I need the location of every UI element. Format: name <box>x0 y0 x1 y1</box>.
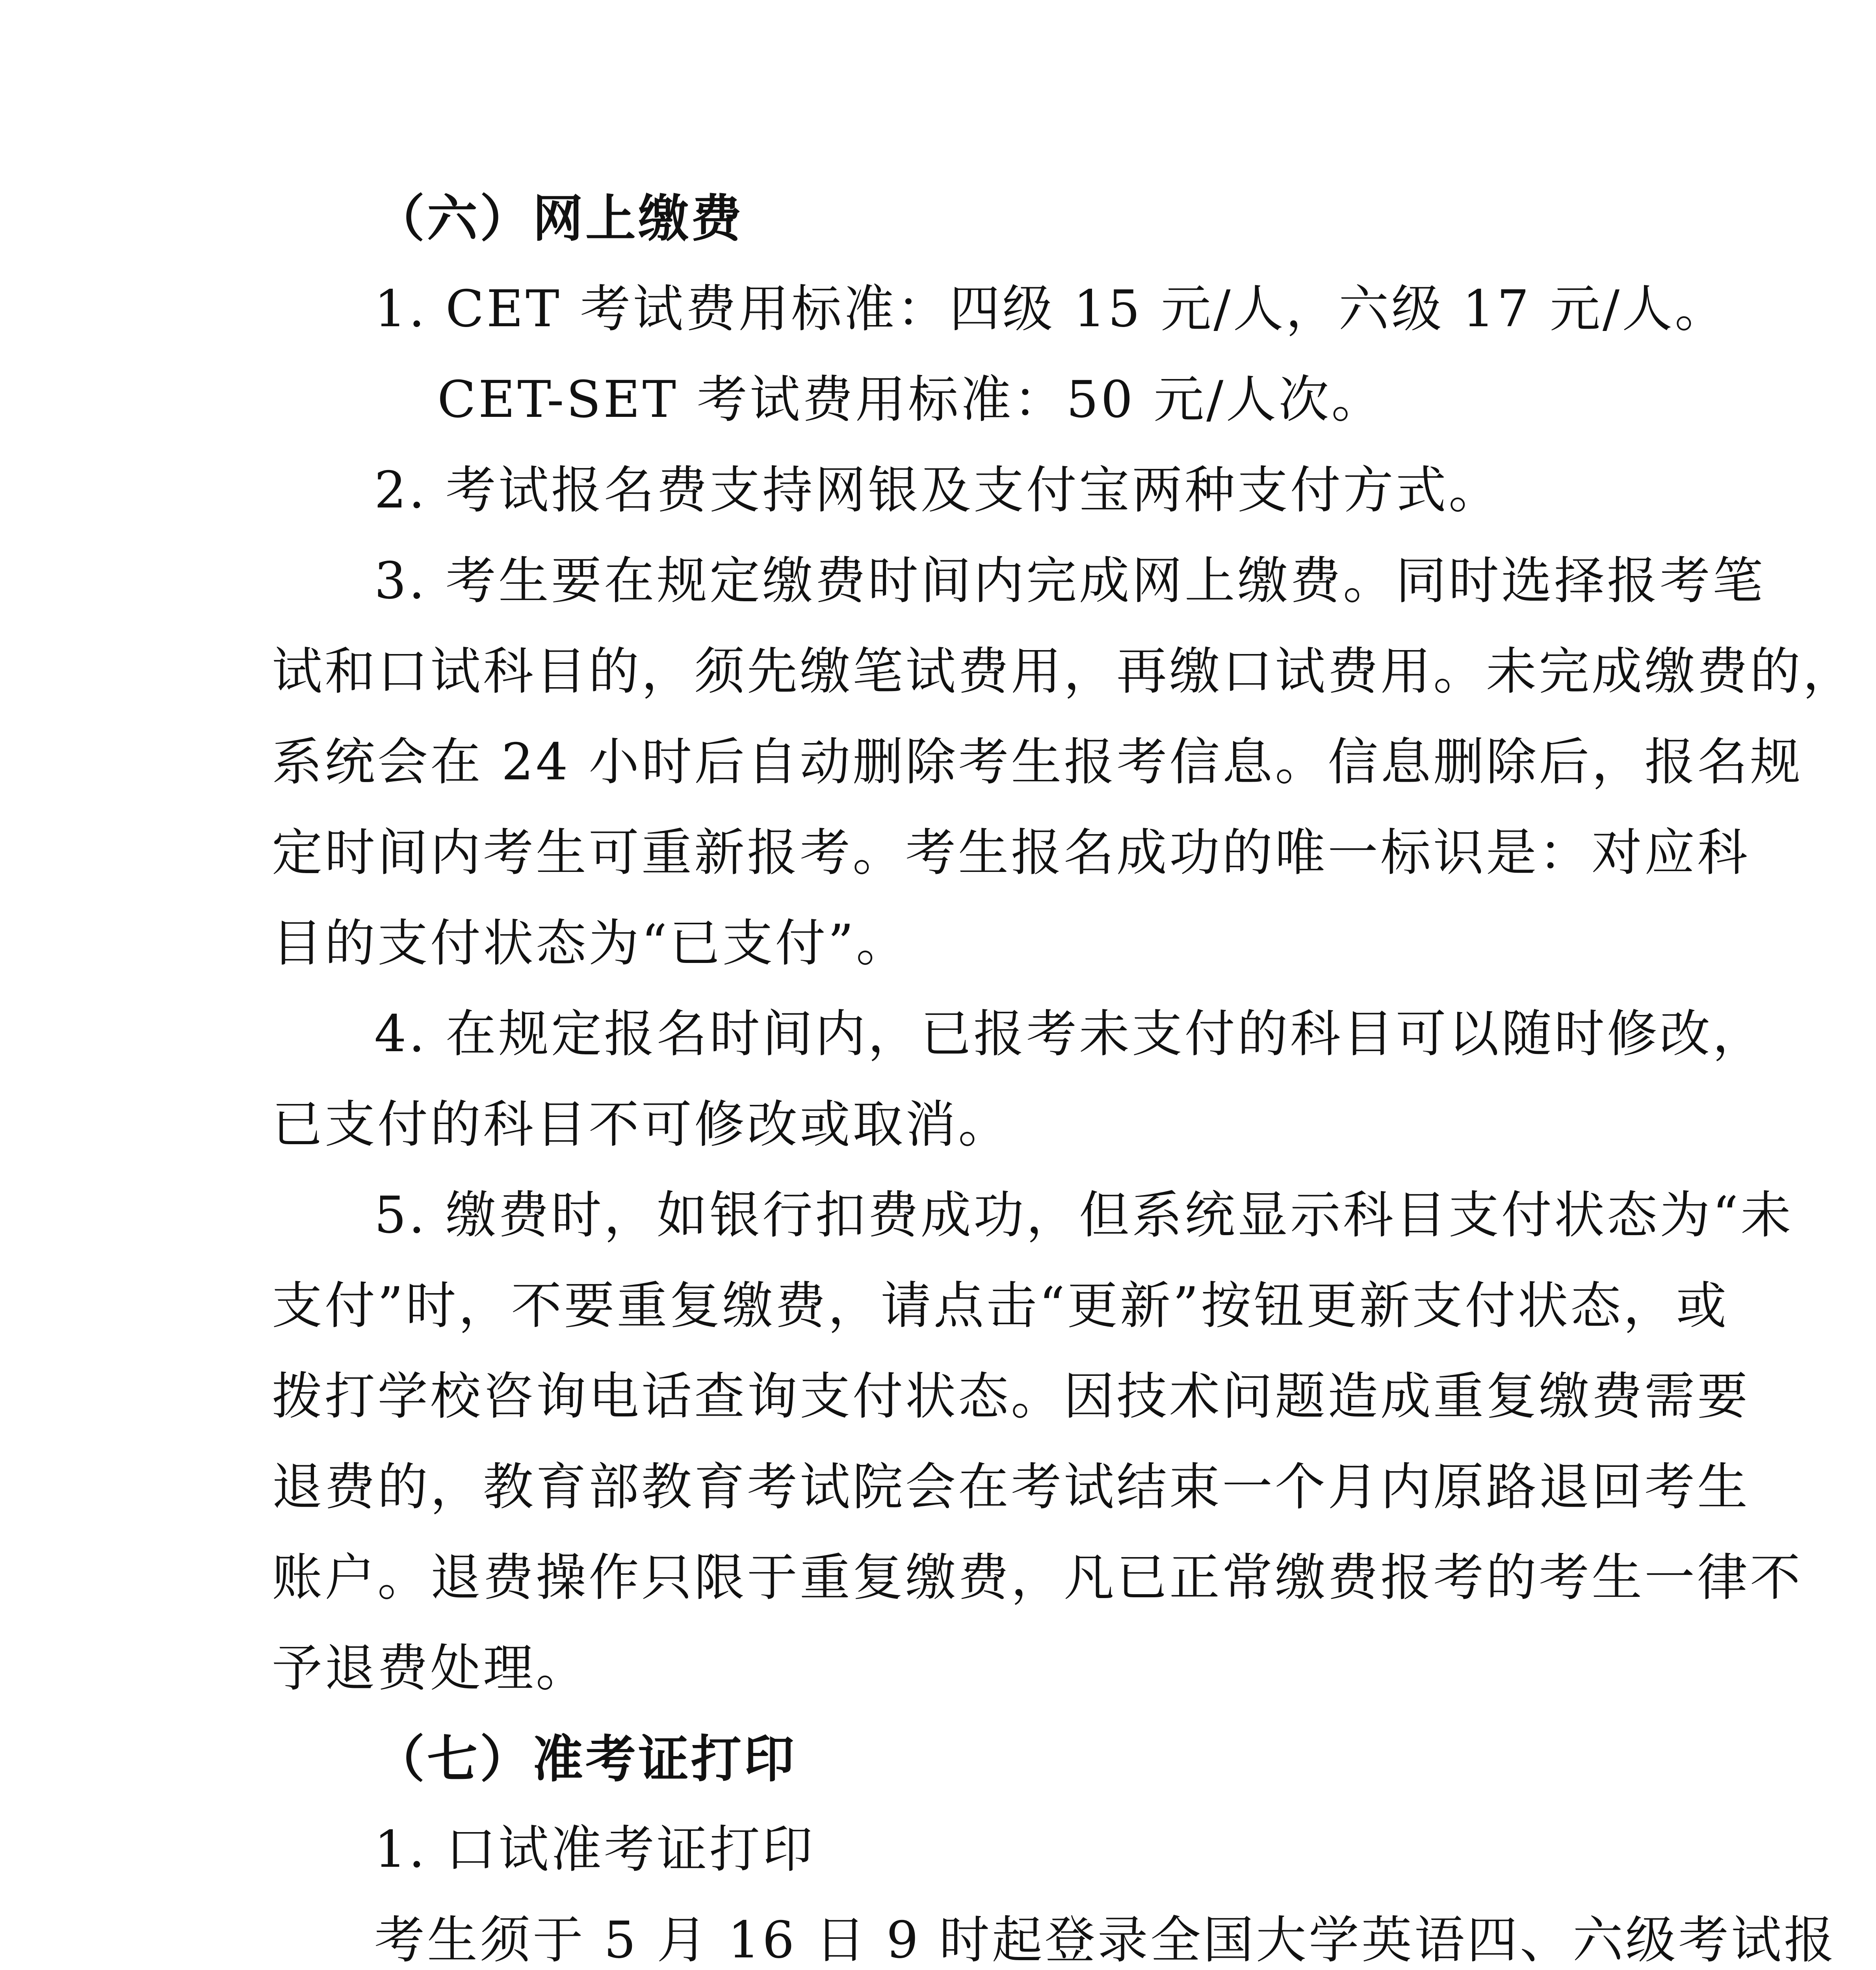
paragraph-line: 予退费处理。 <box>272 1639 589 1698</box>
paragraph-line: 退费的，教育部教育考试院会在考试结束一个月内原路退回考生 <box>272 1458 1750 1517</box>
paragraph-line: 已支付的科目不可修改或取消。 <box>272 1095 1011 1154</box>
paragraph-line: 3. 考生要在规定缴费时间内完成网上缴费。同时选择报考笔 <box>374 552 1765 610</box>
paragraph-line: 账户。退费操作只限于重复缴费，凡已正常缴费报考的考生一律不 <box>272 1548 1803 1607</box>
paragraph-line: 考生须于 5 月 16 日 9 时起登录全国大学英语四、六级考试报 <box>374 1911 1837 1970</box>
section-heading-admission-ticket: （七）准考证打印 <box>374 1730 797 1789</box>
paragraph-line: 1. 口试准考证打印 <box>374 1820 815 1879</box>
paragraph-line: 1. CET 考试费用标准：四级 15 元/人，六级 17 元/人。 <box>374 280 1728 338</box>
paragraph-line: 试和口试科目的，须先缴笔试费用，再缴口试费用。未完成缴费的， <box>272 642 1856 701</box>
paragraph-line: 2. 考试报名费支持网银及支付宝两种支付方式。 <box>374 461 1501 520</box>
document-body <box>272 173 1856 1970</box>
section-heading-online-payment: （六）网上缴费 <box>374 189 744 248</box>
paragraph-line: 支付”时，不要重复缴费，请点击“更新”按钮更新支付状态，或 <box>272 1277 1729 1335</box>
paragraph-line: 拨打学校咨询电话查询支付状态。因技术问题造成重复缴费需要 <box>272 1367 1750 1426</box>
paragraph-line: 目的支付状态为“已支付”。 <box>272 914 909 973</box>
paragraph-line: 5. 缴费时，如银行扣费成功，但系统显示科目支付状态为“未 <box>374 1186 1794 1245</box>
paragraph-line: 系统会在 24 小时后自动删除考生报考信息。信息删除后，报名规 <box>272 733 1803 792</box>
paragraph-line: CET-SET 考试费用标准：50 元/人次。 <box>437 370 1384 429</box>
paragraph-line: 定时间内考生可重新报考。考生报名成功的唯一标识是：对应科 <box>272 823 1750 882</box>
paragraph-line: 4. 在规定报名时间内，已报考未支付的科目可以随时修改， <box>374 1005 1765 1063</box>
